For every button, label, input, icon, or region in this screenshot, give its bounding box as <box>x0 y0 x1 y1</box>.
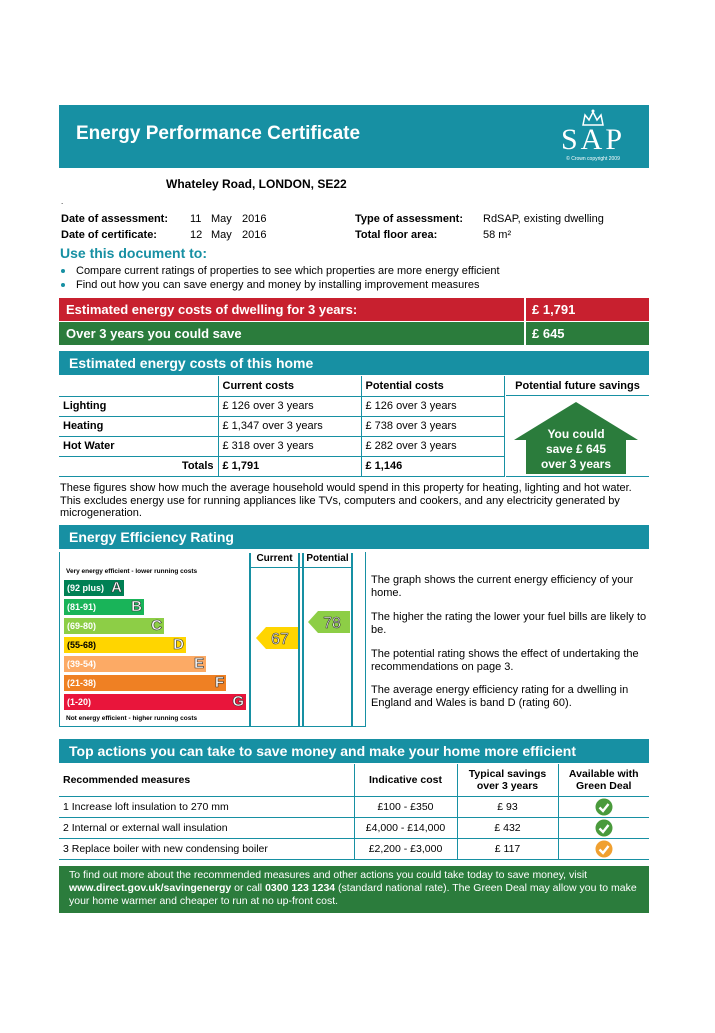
savings-header: Typical savings over 3 years <box>457 764 558 796</box>
current-cost: £ 1,347 over 3 years <box>218 416 361 436</box>
energy-costs-table <box>59 376 505 477</box>
table-row <box>59 817 649 838</box>
band-letter: F <box>214 674 224 691</box>
band-range: (21-38) <box>67 678 97 688</box>
phone-number: 0300 123 1234 <box>265 882 336 894</box>
measure-saving: £ 432 <box>457 817 558 838</box>
floor-area-label: Total floor area: <box>355 229 438 241</box>
row-label: Lighting <box>59 396 218 416</box>
sap-logo <box>551 109 635 164</box>
page-title: Energy Performance Certificate <box>76 123 361 144</box>
green-deal-check-icon <box>595 819 613 837</box>
measure-cost: £4,000 - £14,000 <box>354 817 457 838</box>
savings-label: Over 3 years you could save <box>66 326 242 341</box>
band-letter: A <box>111 579 122 596</box>
band-letter: B <box>131 598 142 615</box>
energy-rating-heading: Energy Efficiency Rating <box>59 525 649 549</box>
use-document-list <box>60 264 650 292</box>
estimated-cost-bar <box>59 298 649 321</box>
table-row <box>59 396 504 416</box>
rating-text-3: The potential rating shows the effect of undertaking the recommendations on page 3. <box>371 648 639 673</box>
current-rating-value: 67 <box>271 631 289 648</box>
band-range: (81-91) <box>67 602 97 612</box>
potential-cost: £ 282 over 3 years <box>361 436 504 456</box>
recommended-measures-table <box>59 764 649 860</box>
crown-copyright: © Crown copyright 2009 <box>566 156 620 162</box>
green-deal-check-icon <box>595 840 613 858</box>
total-potential: £ 1,146 <box>361 456 504 476</box>
estimated-cost-label: Estimated energy costs of dwelling for 3 years: <box>66 302 358 317</box>
cost-header: Indicative cost <box>354 764 457 796</box>
potential-cost: £ 126 over 3 years <box>361 396 504 416</box>
rating-band-b <box>64 599 144 615</box>
use-document-heading: Use this document to: <box>60 245 208 261</box>
potential-rating-value: 78 <box>323 615 341 632</box>
measure-saving: £ 117 <box>457 838 558 859</box>
measure-label: 2 Internal or external wall insulation <box>59 817 354 838</box>
certificate-month: May <box>211 229 232 241</box>
band-range: (69-80) <box>67 621 97 631</box>
house-savings-text: You could save £ 645 over 3 years <box>540 427 612 471</box>
current-column-header: Current <box>256 553 293 564</box>
rating-text-4: The average energy efficiency rating for a dwelling in England and Wales is band D (rating 60). <box>371 684 629 709</box>
certificate-date-label: Date of certificate: <box>61 229 157 241</box>
certificate-year: 2016 <box>242 229 267 241</box>
list-item: Compare current ratings of properties to see which properties are more energy efficient <box>60 264 650 278</box>
table-row <box>59 436 504 456</box>
current-rating-arrow <box>256 627 298 649</box>
stray-mark: . <box>61 197 64 206</box>
property-address: Whateley Road, LONDON, SE22 <box>166 177 347 191</box>
rating-band-c <box>64 618 164 634</box>
rating-text-2: The higher the rating the lower your fuel bills are likely to be. <box>371 611 647 636</box>
table-row <box>59 416 504 436</box>
rating-band-f <box>64 675 226 691</box>
rating-text-1: The graph shows the current energy efficiency of your home. <box>371 574 634 599</box>
future-savings-header: Potential future savings <box>506 376 649 396</box>
row-label: Hot Water <box>59 436 218 456</box>
assessment-date-label: Date of assessment: <box>61 213 168 225</box>
rating-band-g <box>64 694 246 710</box>
measure-label: 3 Replace boiler with new condensing boiler <box>59 838 354 859</box>
inefficient-note: Not energy efficient - higher running costs <box>66 715 198 722</box>
potential-cost: £ 738 over 3 years <box>361 416 504 436</box>
sap-logo-text: SAP <box>560 123 626 156</box>
total-current: £ 1,791 <box>218 456 361 476</box>
band-letter: G <box>232 693 244 710</box>
header-banner <box>59 105 649 168</box>
totals-label: Totals <box>59 456 218 476</box>
rating-band-a <box>64 580 124 596</box>
current-cost: £ 126 over 3 years <box>218 396 361 416</box>
list-item: Find out how you can save energy and money by installing improvement measures <box>60 278 650 292</box>
savings-value: £ 645 <box>524 322 565 345</box>
band-letter: C <box>151 617 162 634</box>
totals-row <box>59 456 504 476</box>
measure-label: 1 Increase loft insulation to 270 mm <box>59 796 354 817</box>
info-text: To find out more about the recommended measures and other actions you could take today to save money, visit <box>69 869 588 881</box>
green-deal-check-icon <box>595 798 613 816</box>
efficient-note: Very energy efficient - lower running costs <box>66 568 198 575</box>
assessment-month: May <box>211 213 232 225</box>
measure-saving: £ 93 <box>457 796 558 817</box>
green-deal-info-box: To find out more about the recommended measures and other actions you could take today to save money, visit www.direct.gov.uk/savingenergy or call 0300 123 1234 (standard national rate). The Green Deal may allow you to make your home warmer and cheaper to run at no up-front cost. <box>59 866 649 913</box>
potential-column-header: Potential <box>306 553 349 564</box>
measure-cost: £2,200 - £3,000 <box>354 838 457 859</box>
energy-costs-heading: Estimated energy costs of this home <box>59 351 649 375</box>
band-range: (39-54) <box>67 659 97 669</box>
assessment-type-value: RdSAP, existing dwelling <box>483 213 604 225</box>
rating-band-e <box>64 656 206 672</box>
table-row <box>59 838 649 859</box>
assessment-year: 2016 <box>242 213 267 225</box>
band-range: (1-20) <box>67 697 92 707</box>
floor-area-value: 58 m² <box>483 229 512 241</box>
assessment-type-label: Type of assessment: <box>355 213 464 225</box>
row-label: Heating <box>59 416 218 436</box>
current-costs-header: Current costs <box>218 376 361 396</box>
band-range: (92 plus) <box>67 583 105 593</box>
estimated-cost-value: £ 1,791 <box>524 298 575 321</box>
assessment-day: 11 <box>190 213 202 225</box>
band-range: (55-68) <box>67 640 97 650</box>
measure-cost: £100 - £350 <box>354 796 457 817</box>
certificate-day: 12 <box>190 229 203 241</box>
measures-header: Recommended measures <box>59 764 354 796</box>
savingenergy-link[interactable]: www.direct.gov.uk/savingenergy <box>69 882 232 894</box>
band-letter: E <box>193 655 204 672</box>
rating-band-d <box>64 637 186 653</box>
band-letter: D <box>173 636 184 653</box>
potential-column <box>302 553 353 727</box>
table-row <box>59 796 649 817</box>
green-deal-header: Available with Green Deal <box>558 764 649 796</box>
potential-costs-header: Potential costs <box>361 376 504 396</box>
current-cost: £ 318 over 3 years <box>218 436 361 456</box>
costs-note: These figures show how much the average household would spend in this property for heating, lighting and hot water. This excludes energy use for running appliances like TVs, computers and cookers, and any electricity generated by microgeneration. <box>60 482 632 519</box>
savings-bar <box>59 322 649 345</box>
top-actions-heading: Top actions you can take to save money and make your home more efficient <box>59 739 649 763</box>
potential-rating-arrow <box>308 611 350 633</box>
